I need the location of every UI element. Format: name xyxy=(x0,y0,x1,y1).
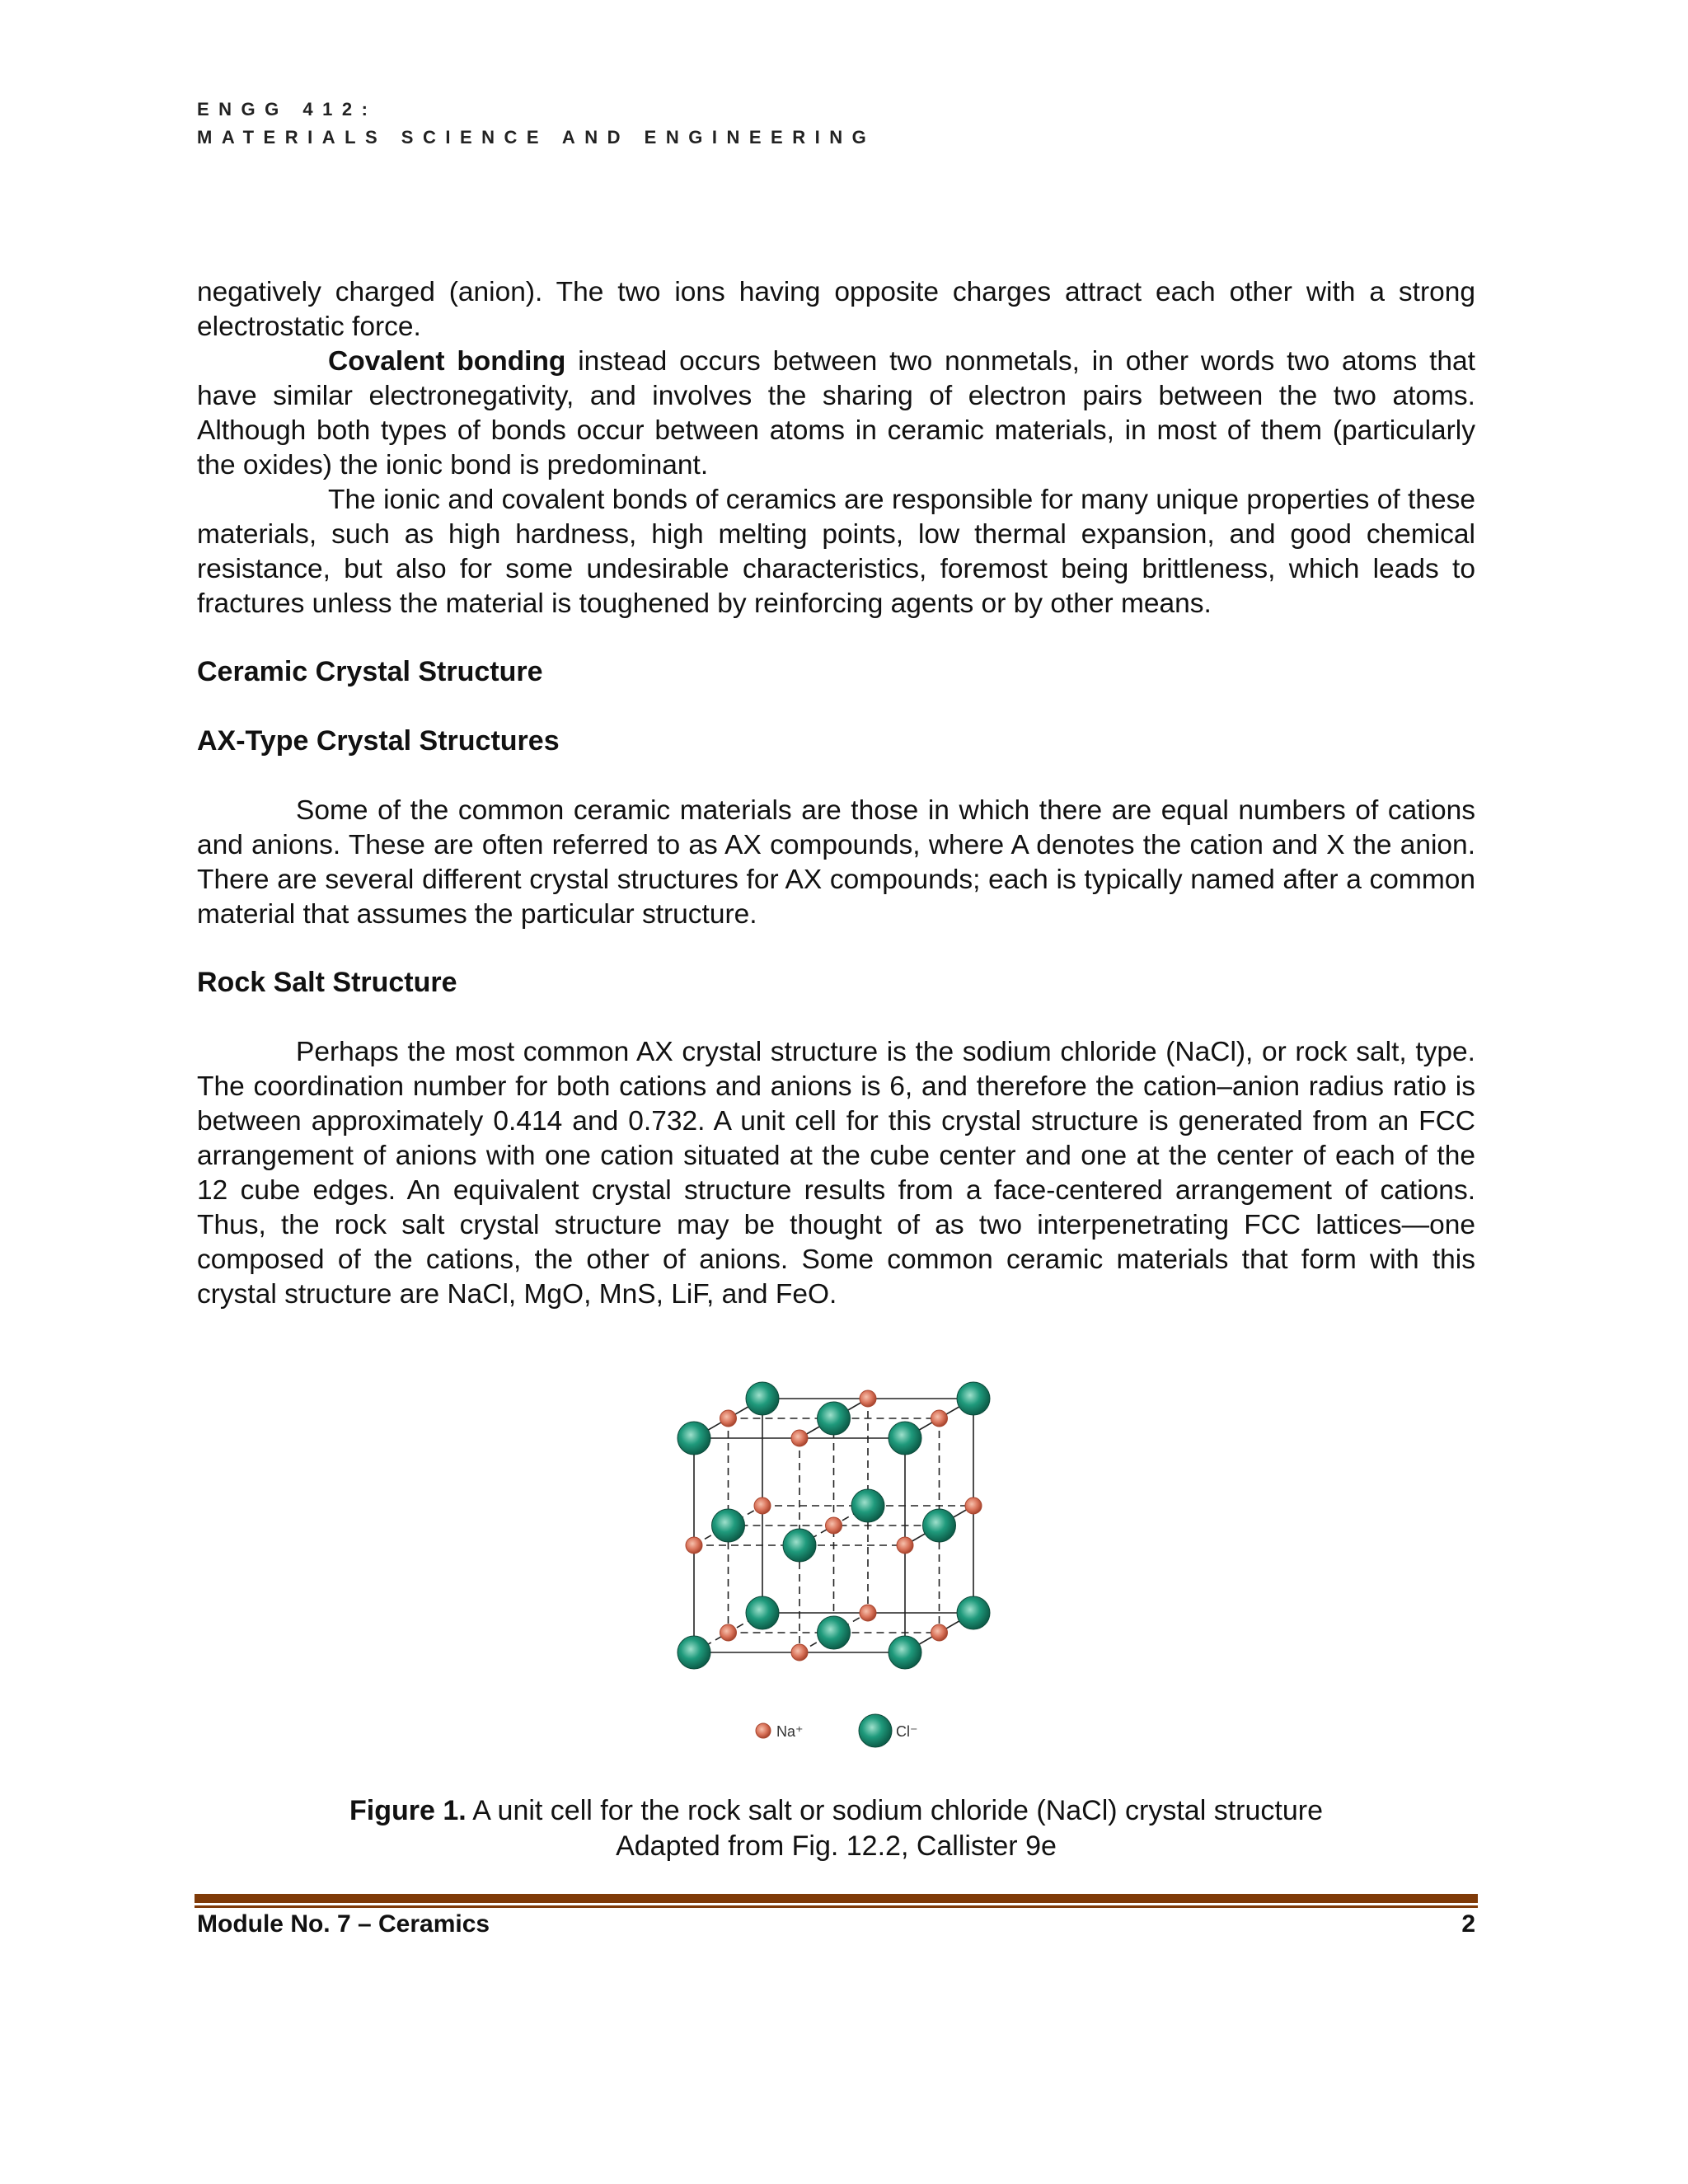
figure-caption xyxy=(197,1793,1475,1829)
na-ion xyxy=(826,1517,842,1534)
figure-caption-text: A unit cell for the rock salt or sodium chloride (NaCl) crystal structure xyxy=(466,1795,1323,1826)
cl-ion xyxy=(818,1616,851,1649)
page-number: 2 xyxy=(1461,1910,1475,1938)
na-ion xyxy=(686,1537,702,1554)
cl-ion xyxy=(678,1422,710,1455)
paragraph-covalent xyxy=(197,344,1475,483)
paragraph-ionic: negatively charged (anion). The two ions having opposite charges attract each other with a strong electrostatic force. xyxy=(197,277,1475,342)
na-ion xyxy=(860,1390,876,1407)
cl-ion xyxy=(957,1596,990,1629)
na-ion xyxy=(965,1497,982,1514)
na-ion xyxy=(791,1644,808,1661)
na-ion xyxy=(931,1410,948,1427)
na-ion xyxy=(931,1624,948,1641)
footer-rule-thin xyxy=(195,1905,1478,1908)
cl-ion xyxy=(889,1422,921,1455)
cl-legend-icon xyxy=(859,1714,892,1747)
cl-ion xyxy=(923,1509,956,1542)
na-ion xyxy=(791,1430,808,1446)
cl-ion xyxy=(746,1382,779,1415)
na-legend-label: Na⁺ xyxy=(776,1723,804,1740)
course-code: ENGG 412: xyxy=(197,99,377,120)
na-legend-icon xyxy=(756,1723,771,1738)
na-ion xyxy=(897,1537,913,1554)
na-ion xyxy=(720,1624,737,1641)
rock-salt-unit-cell-figure xyxy=(643,1352,1022,1755)
cl-ion xyxy=(957,1382,990,1415)
cl-ion xyxy=(889,1636,921,1669)
cl-ion xyxy=(851,1489,884,1522)
cl-legend-label: Cl⁻ xyxy=(896,1723,918,1740)
footer-rule-thick xyxy=(195,1894,1478,1903)
cl-ion xyxy=(818,1402,851,1435)
figure-source: Adapted from Fig. 12.2, Callister 9e xyxy=(616,1830,1057,1862)
covalent-term: Covalent bonding xyxy=(328,346,566,377)
figure-label: Figure 1. xyxy=(349,1795,467,1826)
na-ion xyxy=(860,1605,876,1621)
cl-ion xyxy=(746,1596,779,1629)
cl-ion xyxy=(678,1636,710,1669)
course-title: MATERIALS SCIENCE AND ENGINEERING xyxy=(197,127,876,148)
legend xyxy=(756,1714,918,1747)
paragraph-properties: The ionic and covalent bonds of ceramics are responsible for many unique properties of these materials, such as high hardness, high melting points, low thermal expansion, and good chemical resistance, but also for some undesirable characteristics, foremost being brittleness, which leads to fractures unless the material is toughened by reinforcing agents or by other means. xyxy=(197,485,1475,619)
covalent-text: instead occurs between two nonmetals, in other words two atoms that have similar electronegativity, and involves the sharing of electron pairs between the two atoms. Although both types of bonds occur between atoms in ceramic materials, in most of them (particularly the oxides) the ionic bond is predominant. xyxy=(197,346,1475,480)
cl-ion xyxy=(712,1509,745,1542)
footer-module: Module No. 7 – Ceramics xyxy=(197,1910,490,1938)
na-ion xyxy=(754,1497,771,1514)
heading-rock-salt: Rock Salt Structure xyxy=(197,967,457,998)
heading-ax-type: AX-Type Crystal Structures xyxy=(197,725,560,757)
paragraph-ax: Some of the common ceramic materials are those in which there are equal numbers of cations and anions. These are often referred to as AX compounds, where A denotes the cation and X the anion. There are several different crystal structures for AX compounds; each is typically named after a common material that assumes the particular structure. xyxy=(197,795,1475,930)
cl-ion xyxy=(783,1529,816,1562)
na-ion xyxy=(720,1410,737,1427)
heading-ceramic-crystal-structure: Ceramic Crystal Structure xyxy=(197,656,543,687)
paragraph-rock-salt: Perhaps the most common AX crystal structure is the sodium chloride (NaCl), or rock salt, type. The coordination number for both cations and anions is 6, and therefore the cation–anion radius ratio is between approximately 0.414 and 0.732. A unit cell for this crystal structure is generated from an FCC arrangement of anions with one cation situated at the cube center and one at the center of each of the 12 cube edges. An equivalent crystal structure results from a face-centered arrangement of cations. Thus, the rock salt crystal structure may be thought of as two interpenetrating FCC lattices—one composed of the cations, the other of anions. Some common ceramic materials that form with this crystal structure are NaCl, MgO, MnS, LiF, and FeO. xyxy=(197,1037,1475,1310)
